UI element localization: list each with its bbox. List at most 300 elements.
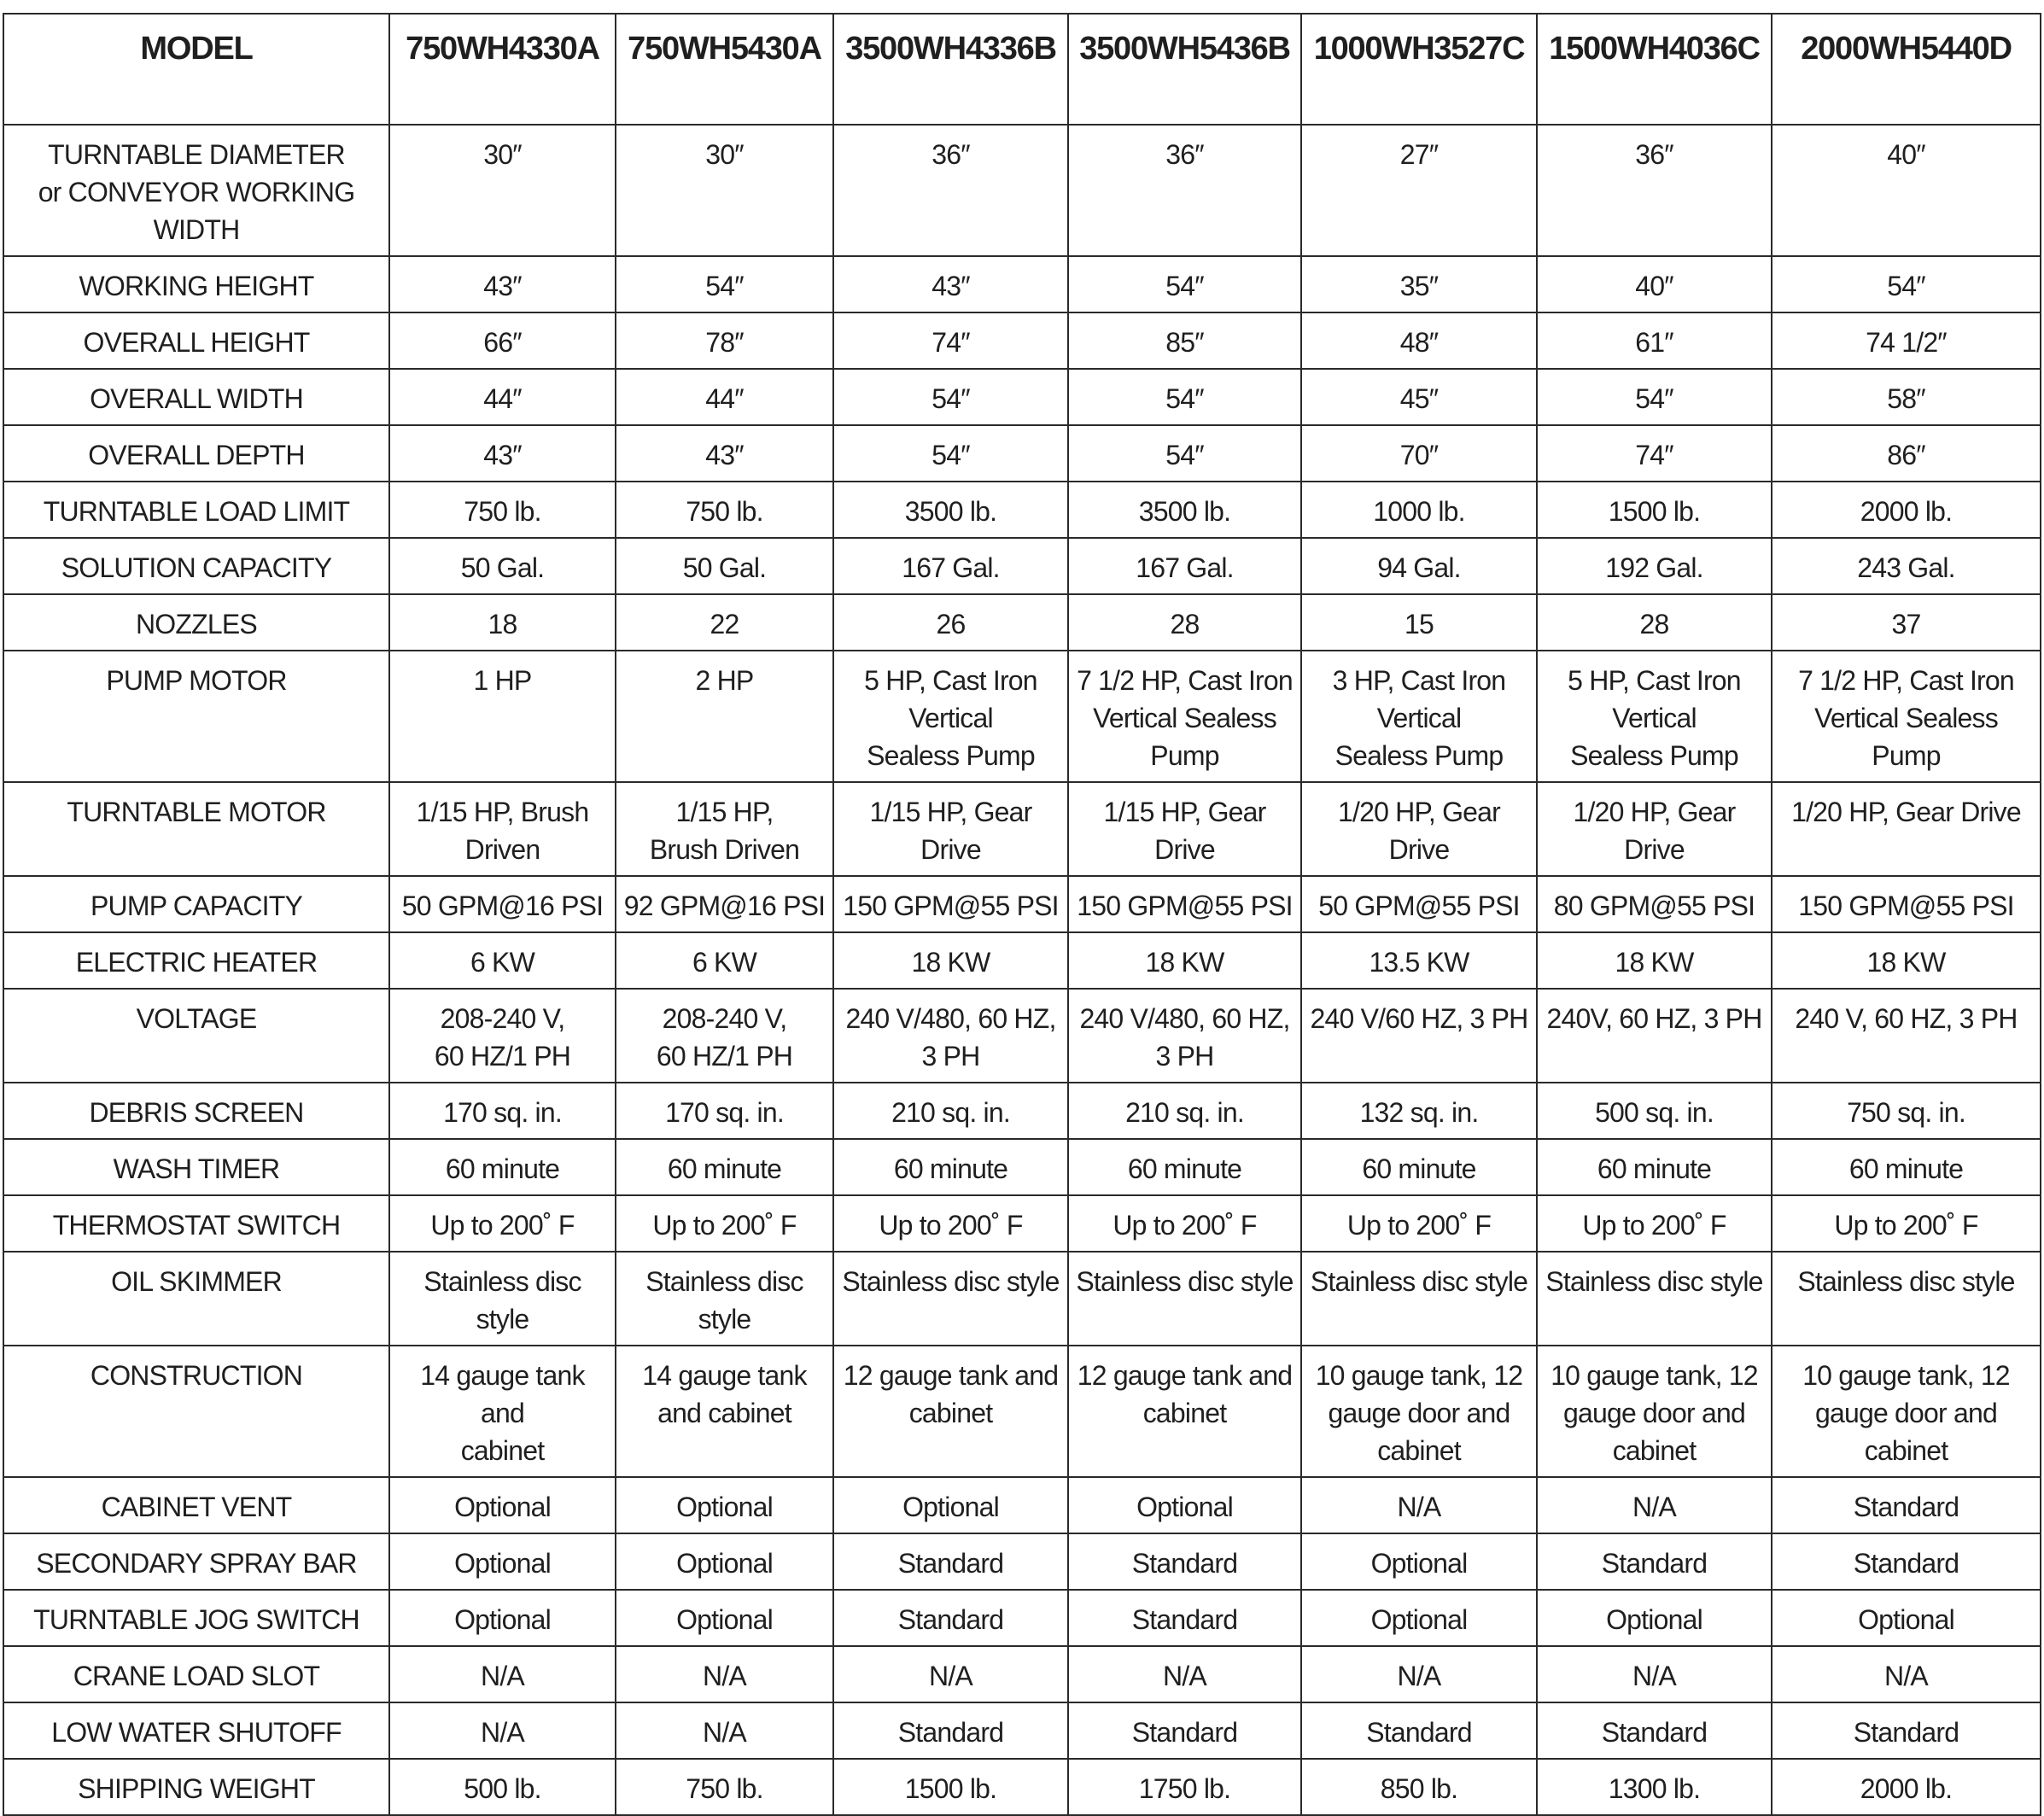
spec-value: 750 lb. [686,496,763,527]
spec-value: 1300 lb. [1608,1773,1701,1804]
spec-value: 74″ [931,327,970,358]
spec-value: 44″ [483,383,522,414]
spec-value: Driven [464,834,540,865]
spec-label-cell [3,1646,389,1702]
spec-value-cell [1068,538,1301,594]
spec-label: SECONDARY SPRAY BAR [36,1548,357,1579]
spec-value-cell [1537,1139,1772,1195]
spec-value-cell [389,1533,616,1590]
spec-label-cell [3,1195,389,1252]
spec-value: gauge door and [1562,1398,1745,1428]
spec-value-cell [1301,256,1537,312]
spec-value-cell [1772,1252,2041,1346]
spec-value-cell [1068,1252,1301,1346]
spec-value: 7 1/2 HP, Cast Iron [1077,665,1293,696]
spec-value: 18 KW [1145,947,1224,978]
spec-value-cell [1772,482,2041,538]
spec-value: 43″ [705,440,744,470]
spec-value: 60 minute [893,1153,1008,1184]
spec-value: 240 V/60 HZ, 3 PH [1310,1003,1528,1034]
spec-value-cell [1772,1195,2041,1252]
spec-value: 170 sq. in. [443,1097,562,1128]
spec-row [3,1533,2041,1590]
spec-value-cell [1772,594,2041,651]
spec-value-cell [833,538,1068,594]
spec-label: TURNTABLE DIAMETER [48,139,345,170]
spec-row [3,1590,2041,1646]
spec-value: Optional [1370,1604,1468,1635]
spec-value-cell [389,1083,616,1139]
spec-value-cell [1772,1139,2041,1195]
spec-value: 1/15 HP, Brush [416,797,589,827]
spec-value-cell [1772,876,2041,932]
spec-value: 10 gauge tank, 12 [1315,1360,1523,1391]
spec-value-cell [389,1646,616,1702]
spec-value-cell [833,932,1068,989]
spec-label-cell [3,1252,389,1346]
spec-value-cell [1772,256,2041,312]
spec-value: Optional [1858,1604,1954,1635]
spec-value: 92 GPM@16 PSI [623,890,826,921]
spec-value-cell [1068,1477,1301,1533]
spec-value: 500 lb. [464,1773,541,1804]
spec-value: Standard [1853,1492,1959,1522]
spec-value: 30″ [483,139,522,170]
spec-value-cell [1301,989,1537,1083]
spec-value-cell [1537,1646,1772,1702]
spec-value: 60 minute [445,1153,560,1184]
spec-value: 12 gauge tank and [1077,1360,1293,1391]
spec-value-cell [616,876,833,932]
spec-label-cell [3,1702,389,1759]
spec-value-cell [1068,989,1301,1083]
spec-row [3,312,2041,369]
spec-label-cell [3,538,389,594]
spec-table [3,13,2041,1816]
spec-value: 43″ [931,271,970,301]
spec-value-cell [1537,782,1772,876]
spec-value-cell [1068,782,1301,876]
spec-value: N/A [1884,1661,1928,1691]
spec-value-cell [1772,1646,2041,1702]
spec-value: Sealess Pump [1334,740,1504,771]
spec-row [3,1477,2041,1533]
spec-value: 60 minute [667,1153,782,1184]
spec-value-cell [389,651,616,782]
spec-value-cell [389,1346,616,1477]
spec-value: Optional [1370,1548,1468,1579]
spec-value-cell [1301,876,1537,932]
spec-label: CABINET VENT [101,1492,292,1522]
spec-value-cell [1068,1533,1301,1590]
spec-value: Up to 200˚ F [1834,1210,1978,1241]
spec-value-cell [616,425,833,482]
spec-value-cell [1537,651,1772,782]
spec-value-cell [1537,1195,1772,1252]
spec-value-cell [616,538,833,594]
spec-value-cell [1772,989,2041,1083]
spec-value: 3 PH [1155,1041,1214,1071]
spec-label: WASH TIMER [113,1153,280,1184]
spec-value: 45″ [1399,383,1439,414]
spec-value: 13.5 KW [1369,947,1469,978]
spec-value: 60 HZ/1 PH [434,1041,571,1071]
spec-value: gauge door and [1328,1398,1510,1428]
spec-label: OIL SKIMMER [111,1266,282,1297]
spec-value-cell [389,782,616,876]
spec-value: 80 GPM@55 PSI [1553,890,1755,921]
spec-value: 50 Gal. [682,552,767,583]
spec-value-cell [1772,425,2041,482]
spec-label-cell [3,312,389,369]
model-header-label: MODEL [3,14,389,125]
spec-value-cell [1301,1195,1537,1252]
spec-value-cell [1537,482,1772,538]
spec-row [3,782,2041,876]
spec-value-cell [1537,989,1772,1083]
spec-value: Standard [1131,1717,1238,1748]
spec-value-cell [389,989,616,1083]
spec-value-cell [616,989,833,1083]
spec-value: Stainless disc style [842,1266,1060,1297]
spec-value: 66″ [483,327,522,358]
spec-label: SOLUTION CAPACITY [61,552,332,583]
spec-value: 3500 lb. [1138,496,1231,527]
spec-value: 36″ [931,139,970,170]
spec-value: cabinet [1142,1398,1227,1428]
spec-value-cell [1537,876,1772,932]
spec-value-cell [1068,1590,1301,1646]
spec-value: N/A [1632,1661,1676,1691]
spec-label: CRANE LOAD SLOT [73,1661,320,1691]
spec-value: Vertical [1376,703,1462,733]
spec-value-cell [1068,651,1301,782]
spec-value-cell [1537,1346,1772,1477]
spec-value-cell [389,125,616,256]
spec-label: PUMP CAPACITY [90,890,303,921]
spec-value-cell [616,312,833,369]
spec-label-cell [3,989,389,1083]
spec-label-cell [3,651,389,782]
spec-value-cell [1301,932,1537,989]
spec-label: OVERALL WIDTH [90,383,303,414]
spec-value: Optional [1606,1604,1702,1635]
spec-value: 750 lb. [686,1773,763,1804]
spec-value-cell [833,651,1068,782]
spec-value-cell [1068,876,1301,932]
spec-value: 28 [1170,609,1200,639]
spec-value: 150 GPM@55 PSI [1077,890,1293,921]
spec-value-cell [1772,1346,2041,1477]
spec-value: style [698,1304,751,1334]
spec-value-cell [1301,125,1537,256]
spec-value: N/A [1163,1661,1206,1691]
spec-value-cell [833,1646,1068,1702]
spec-value: 5 HP, Cast Iron [864,665,1037,696]
spec-value-cell [616,1646,833,1702]
spec-value-cell [389,482,616,538]
spec-value-cell [1772,538,2041,594]
spec-label: ELECTRIC HEATER [75,947,318,978]
spec-value-cell [616,594,833,651]
spec-value: Optional [454,1548,551,1579]
spec-value: 210 sq. in. [1125,1097,1244,1128]
spec-value-cell [1301,425,1537,482]
spec-row [3,1195,2041,1252]
spec-value: 2000 lb. [1860,496,1953,527]
spec-value-cell [389,1139,616,1195]
spec-value: 1/15 HP, Gear Drive [869,797,1032,865]
spec-value-cell [1301,369,1537,425]
model-header: 750WH4330A [389,14,616,125]
spec-value: 1750 lb. [1138,1773,1231,1804]
spec-value-cell [1537,1477,1772,1533]
spec-label: NOZZLES [136,609,257,639]
spec-label: DEBRIS SCREEN [89,1097,304,1128]
spec-value-cell [616,1533,833,1590]
spec-row [3,1646,2041,1702]
spec-value-cell [1301,1477,1537,1533]
spec-value-cell [389,1195,616,1252]
spec-label-cell [3,932,389,989]
spec-value-cell [1301,1083,1537,1139]
spec-value: 2 HP [695,665,754,696]
spec-value: N/A [1397,1492,1441,1522]
spec-value: 750 sq. in. [1847,1097,1965,1128]
spec-value: Optional [454,1604,551,1635]
spec-row [3,1346,2041,1477]
spec-value-cell [833,369,1068,425]
spec-value-cell [1068,1646,1301,1702]
spec-value: 70″ [1399,440,1439,470]
spec-value-cell [833,876,1068,932]
spec-label: TURNTABLE JOG SWITCH [33,1604,359,1635]
spec-value: 54″ [1165,440,1204,470]
spec-value: Optional [902,1492,999,1522]
spec-value-cell [1772,312,2041,369]
spec-row [3,482,2041,538]
spec-value-cell [1772,125,2041,256]
spec-value-cell [1772,932,2041,989]
spec-value: 44″ [705,383,744,414]
spec-value: N/A [929,1661,972,1691]
spec-value: 1/20 HP, Gear Drive [1337,797,1501,865]
spec-value-cell [616,932,833,989]
spec-value: 26 [936,609,966,639]
spec-value-cell [1772,1477,2041,1533]
spec-row [3,989,2041,1083]
spec-value-cell [389,1590,616,1646]
spec-value-cell [1068,482,1301,538]
spec-label-cell [3,594,389,651]
spec-value: Vertical [908,703,993,733]
spec-row [3,594,2041,651]
spec-value: 3500 lb. [904,496,997,527]
spec-value-cell [616,369,833,425]
spec-value-cell [389,876,616,932]
spec-value: 43″ [483,440,522,470]
spec-value: Vertical [1612,703,1697,733]
spec-label-cell [3,425,389,482]
spec-value: 10 gauge tank, 12 [1551,1360,1758,1391]
spec-value-cell [616,1083,833,1139]
spec-value: cabinet [1864,1435,1948,1466]
spec-value: Standard [1131,1604,1238,1635]
spec-value-cell [1301,482,1537,538]
spec-value: 36″ [1165,139,1204,170]
spec-value-cell [1068,1139,1301,1195]
header-row [3,14,2041,125]
spec-value-cell [389,594,616,651]
spec-label-cell [3,1477,389,1533]
spec-value-cell [1537,425,1772,482]
spec-row [3,1139,2041,1195]
spec-value-cell [1537,1759,1772,1815]
spec-value: Stainless disc style [1310,1266,1528,1297]
spec-value: Stainless disc [645,1266,803,1297]
spec-value-cell [833,1083,1068,1139]
spec-value: 58″ [1887,383,1925,414]
spec-value-cell [1537,1533,1772,1590]
spec-value-cell [833,1477,1068,1533]
spec-value: Optional [676,1492,773,1522]
spec-value: 1/20 HP, Gear Drive [1791,797,2021,827]
spec-value-cell [1537,1252,1772,1346]
spec-value-cell [616,651,833,782]
spec-row [3,1083,2041,1139]
spec-value: 61″ [1635,327,1673,358]
spec-value: 14 gauge tank [642,1360,807,1391]
spec-value-cell [389,425,616,482]
spec-row [3,651,2041,782]
spec-value-cell [1068,369,1301,425]
spec-label: LOW WATER SHUTOFF [51,1717,342,1748]
spec-value-cell [1537,1590,1772,1646]
spec-value-cell [1068,256,1301,312]
spec-value: Up to 200˚ F [879,1210,1023,1241]
spec-value: N/A [1397,1661,1441,1691]
spec-value-cell [1068,1346,1301,1477]
spec-value: 94 Gal. [1377,552,1461,583]
spec-value: Standard [1366,1717,1472,1748]
spec-value: 60 minute [1127,1153,1242,1184]
spec-value: Stainless disc style [1076,1266,1294,1297]
spec-value-cell [833,1139,1068,1195]
spec-value: 1500 lb. [904,1773,997,1804]
spec-body [3,125,2041,1815]
spec-value-cell [1537,538,1772,594]
spec-value: 54″ [931,383,970,414]
spec-value-cell [1772,1533,2041,1590]
spec-value: Standard [897,1548,1004,1579]
spec-value-cell [833,782,1068,876]
model-header: 1500WH4036C [1537,14,1772,125]
spec-value: 50 GPM@55 PSI [1318,890,1520,921]
spec-row [3,1702,2041,1759]
spec-value-cell [1301,538,1537,594]
spec-value: 15 [1405,609,1434,639]
spec-row [3,1252,2041,1346]
spec-value: Vertical Sealess Pump [1814,703,1998,771]
spec-value: 208-240 V, [440,1003,565,1034]
spec-value: Up to 200˚ F [652,1210,797,1241]
spec-value-cell [1301,1702,1537,1759]
spec-value: Optional [676,1604,773,1635]
spec-value-cell [833,125,1068,256]
spec-value: 60 minute [1362,1153,1476,1184]
spec-value-cell [833,312,1068,369]
spec-value: 27″ [1399,139,1439,170]
spec-label-cell [3,482,389,538]
spec-value: Up to 200˚ F [1346,1210,1492,1241]
spec-label: WORKING HEIGHT [79,271,314,301]
spec-value: 18 KW [911,947,990,978]
spec-value: 167 Gal. [1136,552,1234,583]
spec-value-cell [389,1759,616,1815]
spec-value-cell [389,538,616,594]
spec-value-cell [833,1702,1068,1759]
spec-label: CONSTRUCTION [90,1360,303,1391]
spec-label-cell [3,1139,389,1195]
spec-value-cell [1068,594,1301,651]
spec-value: Standard [1601,1717,1708,1748]
spec-value: 28 [1639,609,1669,639]
spec-value-cell [833,1590,1068,1646]
spec-value: 7 1/2 HP, Cast Iron [1798,665,2014,696]
spec-value: 54″ [1165,271,1204,301]
spec-value: 18 [488,609,517,639]
spec-value-cell [1301,1533,1537,1590]
spec-value: 243 Gal. [1857,552,1955,583]
spec-value: 54″ [705,271,744,301]
spec-value: 240 V/480, 60 HZ, [1079,1003,1290,1034]
spec-value-cell [1301,1139,1537,1195]
spec-value: N/A [1632,1492,1676,1522]
spec-value: 50 GPM@16 PSI [401,890,604,921]
spec-value-cell [616,1346,833,1477]
spec-value-cell [389,312,616,369]
spec-label-cell [3,782,389,876]
spec-value: 60 minute [1848,1153,1964,1184]
spec-value: cabinet [460,1435,545,1466]
spec-value: 170 sq. in. [665,1097,784,1128]
spec-value: 10 gauge tank, 12 [1802,1360,2010,1391]
spec-value: 750 lb. [464,496,541,527]
spec-value: 74 1/2″ [1866,327,1947,358]
spec-label: OVERALL HEIGHT [83,327,310,358]
spec-value: Stainless disc style [423,1266,581,1334]
spec-value-cell [1537,369,1772,425]
spec-value-cell [616,1477,833,1533]
spec-value-cell [389,256,616,312]
spec-value-cell [833,989,1068,1083]
spec-label: TURNTABLE LOAD LIMIT [43,496,350,527]
spec-label-cell [3,1590,389,1646]
spec-label-cell [3,1759,389,1815]
spec-value: 54″ [1635,383,1673,414]
spec-value-cell [1068,425,1301,482]
spec-value: Standard [897,1604,1004,1635]
spec-value: Optional [1136,1492,1233,1522]
spec-value: 167 Gal. [902,552,1000,583]
spec-value: cabinet [1377,1435,1461,1466]
spec-value-cell [389,932,616,989]
spec-value: 12 gauge tank and [843,1360,1059,1391]
spec-value-cell [1772,1590,2041,1646]
spec-value: Up to 200˚ F [1582,1210,1726,1241]
spec-value-cell [1537,932,1772,989]
spec-value-cell [833,256,1068,312]
